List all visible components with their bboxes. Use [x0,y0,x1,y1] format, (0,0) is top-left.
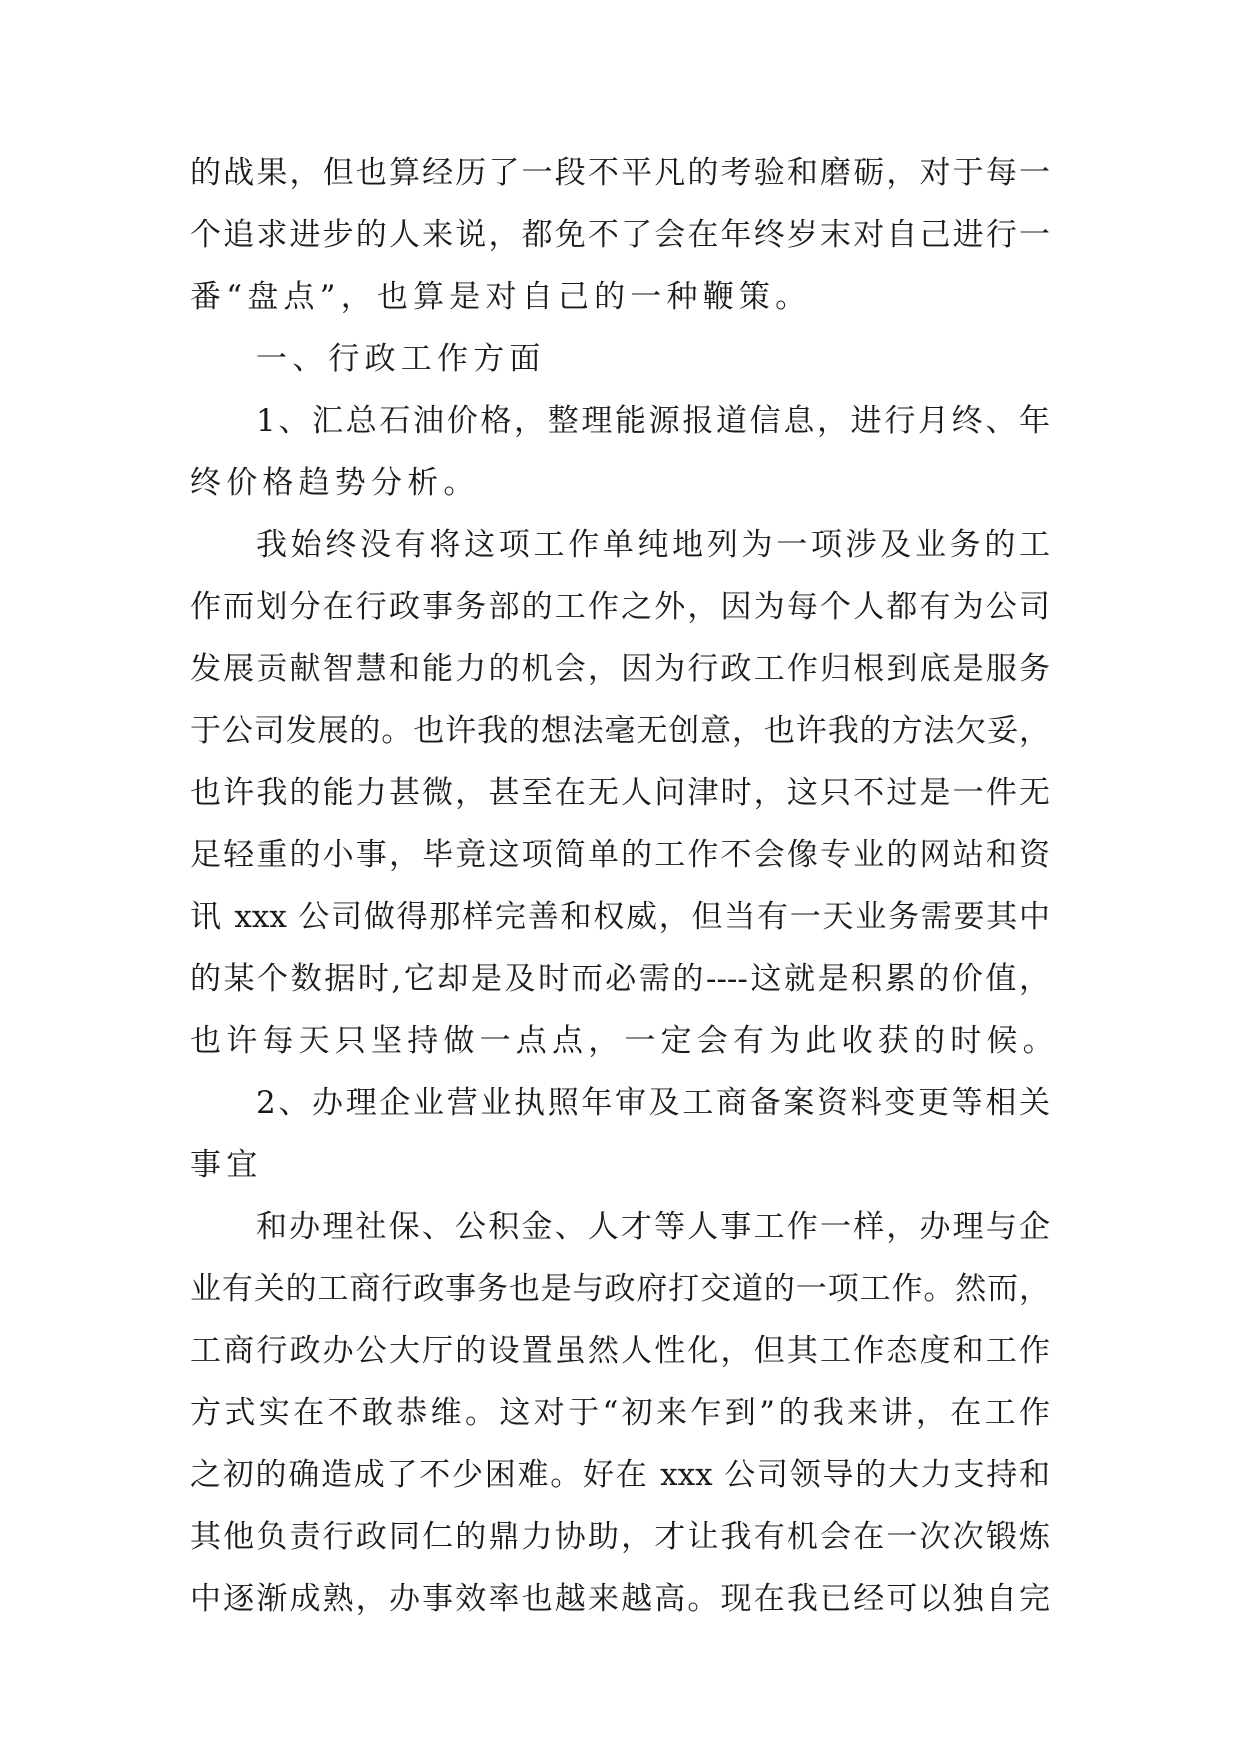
body-line: 的战果，但也算经历了一段不平凡的考验和磨砺，对于每一 [190,155,1050,191]
body-line: 业有关的工商行政事务也是与政府打交道的一项工作。然而， [190,1271,1050,1307]
numbered-item-heading: 1、汇总石油价格，整理能源报道信息，进行月终、年 [256,403,1050,439]
body-line: 中逐渐成熟，办事效率也越来越高。现在我已经可以独自完 [190,1581,1050,1617]
body-line: 于公司发展的。也许我的想法毫无创意，也许我的方法欠妥， [190,713,1050,749]
paragraph-first-line: 我始终没有将这项工作单纯地列为一项涉及业务的工 [256,527,1050,563]
body-line: 足轻重的小事，毕竟这项简单的工作不会像专业的网站和资 [190,837,1050,873]
body-line: 也许我的能力甚微，甚至在无人问津时，这只不过是一件无 [190,775,1050,811]
body-line: 工商行政办公大厅的设置虽然人性化，但其工作态度和工作 [190,1333,1050,1369]
document-body [190,142,1059,1630]
body-line: 番“盘点”，也算是对自己的一种鞭策。 [190,279,812,315]
body-line: 发展贡献智慧和能力的机会，因为行政工作归根到底是服务 [190,651,1050,687]
body-line: 之初的确造成了不少困难。好在 xxx 公司领导的大力支持和 [190,1457,1050,1493]
body-line: 个追求进步的人来说，都免不了会在年终岁末对自己进行一 [190,217,1050,253]
section-heading: 一、行政工作方面 [256,341,546,377]
paragraph-first-line: 和办理社保、公积金、人才等人事工作一样，办理与企 [256,1209,1050,1245]
body-line: 终价格趋势分析。 [190,465,480,501]
body-line: 其他负责行政同仁的鼎力协助，才让我有机会在一次次锻炼 [190,1519,1050,1555]
body-line: 也许每天只坚持做一点点，一定会有为此收获的时候。 [190,1023,1059,1059]
body-line: 事宜 [190,1147,263,1183]
body-line: 方式实在不敢恭维。这对于“初来乍到”的我来讲，在工作 [190,1395,1050,1431]
numbered-item-heading: 2、办理企业营业执照年审及工商备案资料变更等相关 [256,1085,1050,1121]
body-line: 的某个数据时,它却是及时而必需的----这就是积累的价值， [190,961,1050,997]
body-line: 讯 xxx 公司做得那样完善和权威，但当有一天业务需要其中 [190,899,1050,935]
body-line: 作而划分在行政事务部的工作之外，因为每个人都有为公司 [190,589,1050,625]
